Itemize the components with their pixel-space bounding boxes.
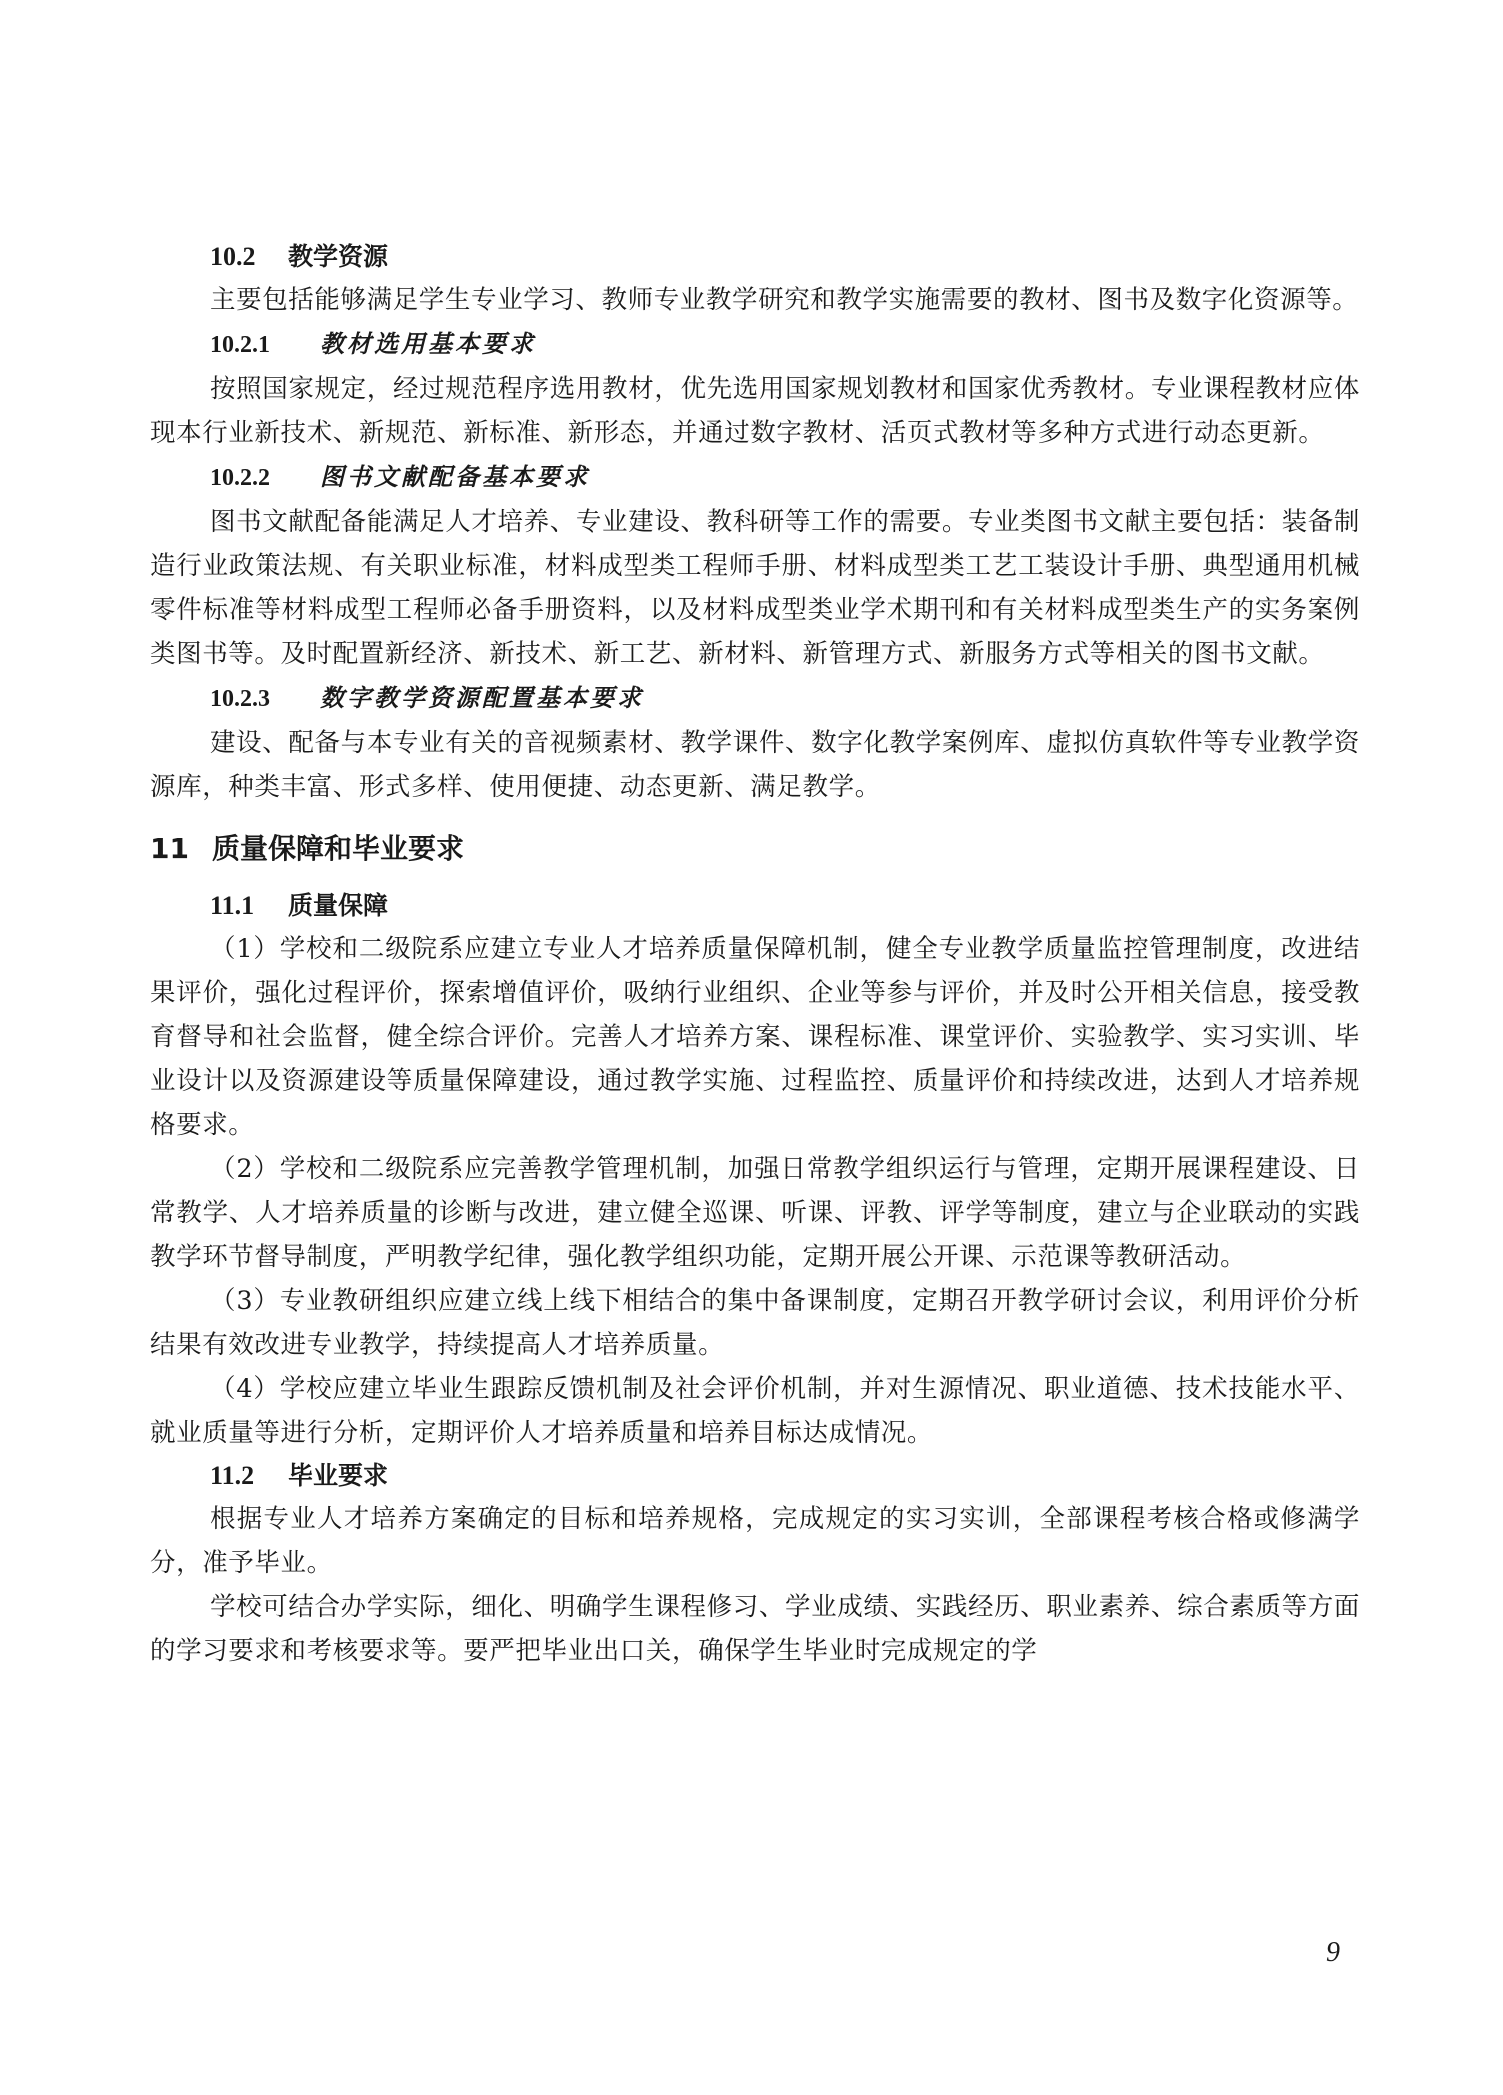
section-heading-11-2 <box>150 1455 1360 1497</box>
chapter-heading-11 <box>150 827 1360 871</box>
section-number: 11.1 <box>210 891 255 920</box>
subsection-number: 10.2.1 <box>210 332 270 358</box>
subsection-10-2-3-text: 建设、配备与本专业有关的音视频素材、教学课件、数字化教学案例库、虚拟仿真软件等专业教学资源库，种类丰富、形式多样、使用便捷、动态更新、满足教学。 <box>150 728 1360 802</box>
subsection-title: 图书文献配备基本要求 <box>320 462 590 491</box>
subsection-number: 10.2.3 <box>210 686 270 712</box>
chapter-title: 质量保障和毕业要求 <box>212 832 465 865</box>
section-heading-11-1 <box>150 885 1360 927</box>
subsection-heading-10-2-3 <box>150 676 1360 721</box>
section-10-2-intro: 主要包括能够满足学生专业学习、教师专业教学研究和教学实施需要的教材、图书及数字化资源等。 <box>210 285 1359 315</box>
section-11-2-para-1: 根据专业人才培养方案确定的目标和培养规格，完成规定的实习实训，全部课程考核合格或修满学分，准予毕业。 <box>150 1504 1360 1578</box>
page-number: 9 <box>1326 1937 1340 1968</box>
section-11-2-para-2: 学校可结合办学实际，细化、明确学生课程修习、学业成绩、实践经历、职业素养、综合素质等方面的学习要求和考核要求等。要严把毕业出口关，确保学生毕业时完成规定的学 <box>150 1592 1360 1666</box>
section-11-1-item-3: （3）专业教研组织应建立线上线下相结合的集中备课制度，定期召开教学研讨会议，利用评价分析结果有效改进专业教学，持续提高人才培养质量。 <box>150 1286 1360 1360</box>
section-title: 毕业要求 <box>288 1461 389 1490</box>
section-number: 10.2 <box>210 242 256 271</box>
subsection-number: 10.2.2 <box>210 465 270 491</box>
section-title: 教学资源 <box>288 242 389 271</box>
section-11-1-item-1: （1）学校和二级院系应建立专业人才培养质量保障机制，健全专业教学质量监控管理制度，改进结果评价，强化过程评价，探索增值评价，吸纳行业组织、企业等参与评价，并及时公开相关信息，接受教育督导和社会监督，健全综合评价。完善人才培养方案、课程标准、课堂评价、实验教学、实习实训、毕业设计以及资源建设等质量保障建设，通过教学实施、过程监控、质量评价和持续改进，达到人才培养规格要求。 <box>150 934 1360 1140</box>
subsection-title: 数字教学资源配置基本要求 <box>320 683 644 712</box>
section-11-1-item-2: （2）学校和二级院系应完善教学管理机制，加强日常教学组织运行与管理，定期开展课程建设、日常教学、人才培养质量的诊断与改进，建立健全巡课、听课、评教、评学等制度，建立与企业联动的实践教学环节督导制度，严明教学纪律，强化教学组织功能，定期开展公开课、示范课等教研活动。 <box>150 1154 1360 1272</box>
page-body <box>150 236 1360 1673</box>
subsection-heading-10-2-1 <box>150 322 1360 367</box>
subsection-heading-10-2-2 <box>150 455 1360 500</box>
section-11-1-item-4: （4）学校应建立毕业生跟踪反馈机制及社会评价机制，并对生源情况、职业道德、技术技能水平、就业质量等进行分析，定期评价人才培养质量和培养目标达成情况。 <box>150 1374 1360 1448</box>
subsection-title: 教材选用基本要求 <box>320 329 536 358</box>
section-title: 质量保障 <box>288 891 389 920</box>
chapter-number: 11 <box>150 832 189 865</box>
subsection-10-2-1-text: 按照国家规定，经过规范程序选用教材，优先选用国家规划教材和国家优秀教材。专业课程教材应体现本行业新技术、新规范、新标准、新形态，并通过数字教材、活页式教材等多种方式进行动态更新。 <box>150 374 1360 448</box>
section-heading-10-2 <box>150 236 1360 278</box>
section-number: 11.2 <box>210 1461 255 1490</box>
subsection-10-2-2-text: 图书文献配备能满足人才培养、专业建设、教科研等工作的需要。专业类图书文献主要包括：装备制造行业政策法规、有关职业标准，材料成型类工程师手册、材料成型类工艺工装设计手册、典型通用机械零件标准等材料成型工程师必备手册资料，以及材料成型类业学术期刊和有关材料成型类生产的实务案例类图书等。及时配置新经济、新技术、新工艺、新材料、新管理方式、新服务方式等相关的图书文献。 <box>150 507 1360 669</box>
